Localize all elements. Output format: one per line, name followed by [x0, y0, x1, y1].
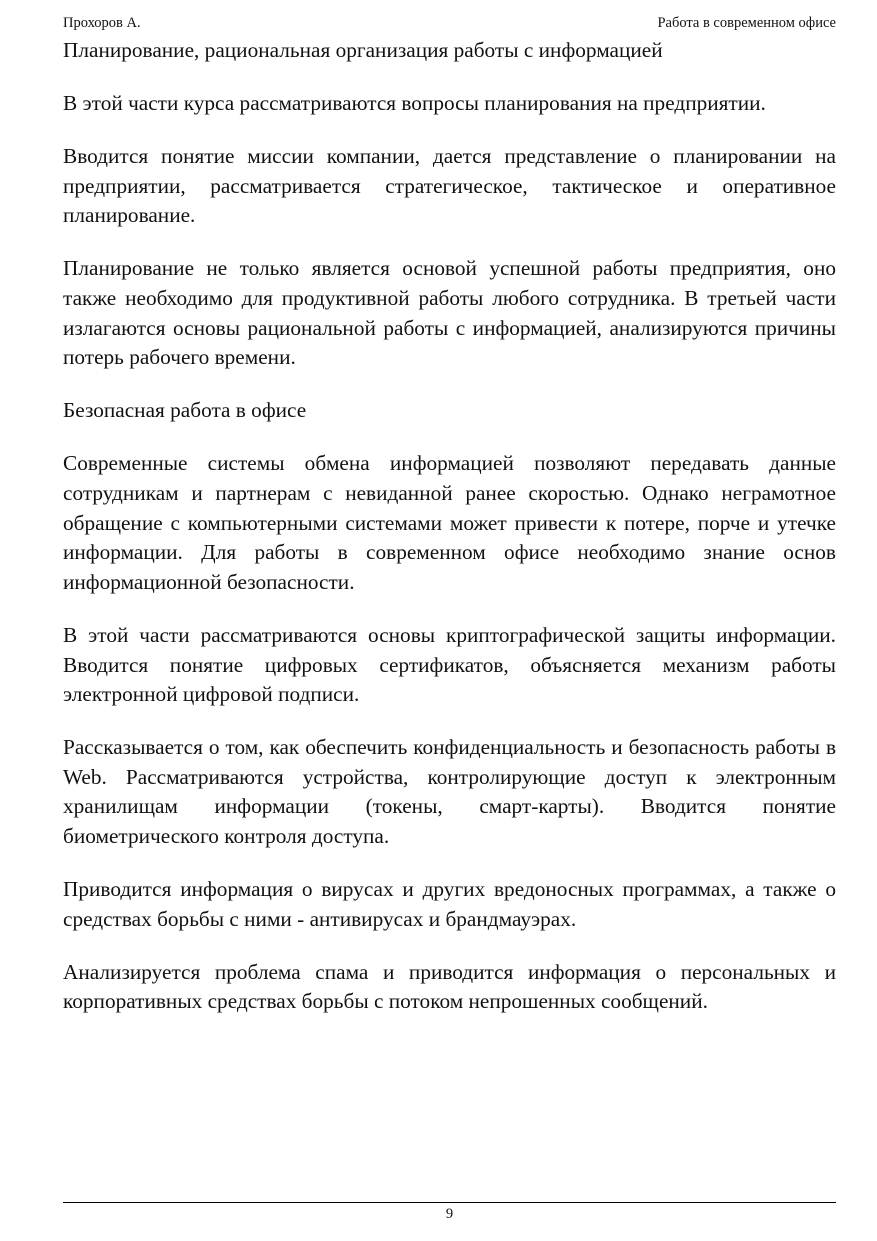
paragraph: Анализируется проблема спама и приводится информация о персональных и корпоративных средствах борьбы с потоком непрошенных сообщений. [63, 959, 836, 1014]
page-header [63, 15, 836, 35]
paragraph: Планирование не только является основой успешной работы предприятия, оно также необходимо для продуктивной работы любого сотрудника. В третьей части излагаются основы рациональной работы с информацией, анализируются причины потерь рабочего времени. [63, 256, 836, 370]
paragraph: Современные системы обмена информацией позволяют передавать данные сотрудникам и партнерам с невиданной ранее скоростью. Однако неграмотное обращение с компьютерными системами может привести к потере, порче и утечке информации. Для работы в современном офисе необходимо знание основ информационной безопасности. [63, 451, 836, 594]
page-body [63, 36, 836, 1040]
header-author: Прохоров А. [63, 15, 141, 31]
footer-divider [63, 1202, 836, 1203]
paragraph: Вводится понятие миссии компании, дается представление о планировании на предприятии, рассматривается стратегическое, тактическое и оперативное планирование. [63, 144, 836, 228]
paragraph: Приводится информация о вирусах и других вредоносных программах, а также о средствах борьбы с ними - антивирусах и брандмауэрах. [63, 877, 836, 931]
header-course-title: Работа в современном офисе [657, 15, 836, 31]
paragraph: В этой части курса рассматриваются вопросы планирования на предприятии. [63, 91, 766, 116]
paragraph: Рассказывается о том, как обеспечить конфиденциальность и безопасность работы в Web. Рассматриваются устройства, контролирующие доступ к электронным хранилищам информации (токены, смарт-карты). Вводится понятие биометрического контроля доступа. [63, 735, 836, 848]
section-heading-security: Безопасная работа в офисе [63, 398, 307, 423]
section-heading-planning: Планирование, рациональная организация работы с информацией [63, 38, 663, 62]
page-number: 9 [445, 1206, 454, 1222]
paragraph: В этой части рассматриваются основы криптографической защиты информации. Вводится понятие цифровых сертификатов, объясняется механизм работы электронной цифровой подписи. [63, 622, 836, 707]
